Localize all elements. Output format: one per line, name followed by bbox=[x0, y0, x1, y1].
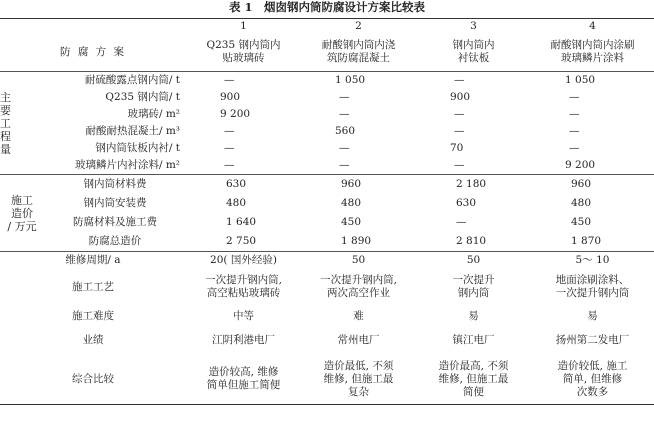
cell-value: 630 bbox=[456, 197, 477, 209]
cell-value: 630 bbox=[186, 175, 301, 195]
cell-value: 9 200 bbox=[565, 159, 596, 171]
cell-value: 造价较低, 施工 简单, 但维修 次数多 bbox=[531, 354, 654, 405]
cell-value: 50 bbox=[416, 252, 531, 270]
cell-value: — bbox=[416, 72, 531, 90]
cell-value: — bbox=[456, 216, 467, 228]
cell-value: 2 810 bbox=[456, 235, 487, 247]
cell-value: — bbox=[339, 108, 350, 120]
cell-value: — bbox=[224, 125, 235, 137]
cell-value: 2 180 bbox=[416, 175, 531, 195]
quantity-row bbox=[0, 157, 654, 175]
cell-value: 常州电厂 bbox=[337, 334, 380, 346]
cell-value: 难 bbox=[353, 309, 364, 322]
cell-value: 960 bbox=[301, 175, 416, 195]
plan-name: 钢内筒内 衬钛板 bbox=[452, 39, 495, 64]
cell-value: 2 750 bbox=[226, 235, 257, 247]
row-label: 耐硫酸露点钢内筒/ t bbox=[44, 72, 186, 90]
cell-value: 50 bbox=[301, 252, 416, 270]
cell-value: — bbox=[454, 125, 465, 137]
cell-value: 扬州第二发电厂 bbox=[555, 334, 630, 346]
group-label-quantities: 主 要 工 程 量 bbox=[0, 72, 44, 175]
comparison-row bbox=[0, 327, 654, 354]
cell-value: — bbox=[339, 142, 350, 154]
cell-value: — bbox=[224, 159, 235, 171]
plan-number: 4 bbox=[531, 19, 654, 34]
cell-value: 江阴利港电厂 bbox=[212, 334, 275, 346]
row-label: 业绩 bbox=[82, 334, 104, 346]
cell-value: 1 050 bbox=[301, 72, 416, 90]
cell-value: 1 890 bbox=[341, 235, 372, 247]
cell-value: 70 bbox=[450, 142, 464, 154]
cell-value: 一次提升 钢内筒 bbox=[452, 274, 495, 299]
cost-row bbox=[0, 232, 654, 252]
comparison-row bbox=[0, 252, 654, 270]
row-label: 玻璃鳞片内衬涂料/ m² bbox=[74, 159, 180, 171]
plan-name: Q235 钢内筒内 贴玻璃砖 bbox=[206, 39, 281, 64]
cell-value: 960 bbox=[531, 175, 654, 195]
cell-value: — bbox=[569, 91, 580, 103]
cell-value: 900 bbox=[220, 91, 241, 103]
plan-label: 防 腐 方 案 bbox=[59, 45, 126, 58]
table-title: 表 1 烟囱钢内筒防腐设计方案比较表 bbox=[228, 0, 425, 14]
quantity-row bbox=[0, 123, 654, 140]
comparison-table bbox=[0, 18, 654, 405]
cell-value: 1 050 bbox=[531, 72, 654, 90]
cell-value: 易 bbox=[468, 309, 479, 322]
comparison-row bbox=[0, 269, 654, 305]
cell-value: 900 bbox=[450, 91, 471, 103]
row-label: Q235 钢内筒/ t bbox=[105, 91, 180, 103]
cell-value: 中等 bbox=[233, 309, 254, 322]
comparison-row bbox=[0, 305, 654, 327]
plan-number: 1 bbox=[186, 19, 301, 34]
row-label: 防腐总造价 bbox=[88, 235, 142, 247]
quantity-row bbox=[0, 106, 654, 123]
row-label: 钢内筒材料费 bbox=[44, 175, 186, 195]
group-label-cost: 施工 造价 / 万元 bbox=[0, 175, 44, 252]
cell-value: — bbox=[454, 159, 465, 171]
cell-value: 560 bbox=[335, 125, 356, 137]
row-label: 钢内筒安装费 bbox=[83, 197, 147, 209]
cell-value: 一次提升钢内筒, 两次高空作业 bbox=[320, 274, 397, 299]
row-label: 防腐材料及施工费 bbox=[73, 216, 157, 228]
cost-row bbox=[0, 175, 654, 195]
cell-value: 一次提升钢内筒, 高空粘贴玻璃砖 bbox=[205, 274, 282, 299]
cell-value: 造价较高, 维修 简单但施工简便 bbox=[186, 354, 301, 405]
cell-value: — bbox=[339, 159, 350, 171]
plan-name: 耐酸钢内筒内浇 筑防腐混凝土 bbox=[321, 39, 396, 64]
cell-value: 地面涂刷涂料、 一次提升钢内筒 bbox=[555, 274, 630, 299]
plan-header-row bbox=[0, 33, 654, 72]
cell-value: 易 bbox=[587, 309, 598, 322]
cell-value: 1 870 bbox=[571, 235, 602, 247]
quantity-row bbox=[0, 89, 654, 106]
cell-value: 450 bbox=[341, 216, 362, 228]
row-label: 耐酸耐热混凝土/ m³ bbox=[85, 125, 180, 137]
row-label: 玻璃砖/ m² bbox=[127, 108, 180, 120]
plan-number-row bbox=[0, 19, 654, 34]
cell-value: 造价最低, 不须 维修, 但施工最 复杂 bbox=[301, 354, 416, 405]
cell-value: — bbox=[569, 108, 580, 120]
cost-row bbox=[0, 213, 654, 232]
cell-value: — bbox=[186, 72, 301, 90]
cost-row bbox=[0, 194, 654, 213]
cell-value: 5～ 10 bbox=[531, 252, 654, 270]
row-label: 施工难度 bbox=[72, 309, 114, 322]
row-label: 钢内筒钛板内衬/ t bbox=[95, 142, 180, 154]
cell-value: 450 bbox=[571, 216, 592, 228]
quantity-row bbox=[0, 140, 654, 157]
cell-value: 20( 国外经验) bbox=[186, 252, 301, 270]
row-label: 维修周期/ a bbox=[0, 252, 186, 270]
cell-value: 造价最高, 不须 维修, 但施工最 简便 bbox=[416, 354, 531, 405]
quantity-row bbox=[0, 72, 654, 90]
cell-value: — bbox=[339, 91, 350, 103]
row-label: 施工工艺 bbox=[72, 280, 114, 293]
cell-value: 480 bbox=[571, 197, 592, 209]
cell-value: — bbox=[454, 108, 465, 120]
plan-name: 耐酸钢内筒内涂刷 玻璃鳞片涂料 bbox=[550, 39, 635, 64]
cell-value: — bbox=[569, 142, 580, 154]
plan-number: 3 bbox=[416, 19, 531, 34]
cell-value: 480 bbox=[226, 197, 247, 209]
cell-value: — bbox=[569, 125, 580, 137]
cell-value: 1 640 bbox=[226, 216, 257, 228]
comparison-row bbox=[0, 354, 654, 405]
cell-value: 镇江电厂 bbox=[452, 334, 495, 346]
cell-value: 480 bbox=[341, 197, 362, 209]
cell-value: 9 200 bbox=[220, 108, 251, 120]
row-label: 综合比较 bbox=[0, 354, 186, 405]
plan-number: 2 bbox=[301, 19, 416, 34]
cell-value: — bbox=[224, 142, 235, 154]
